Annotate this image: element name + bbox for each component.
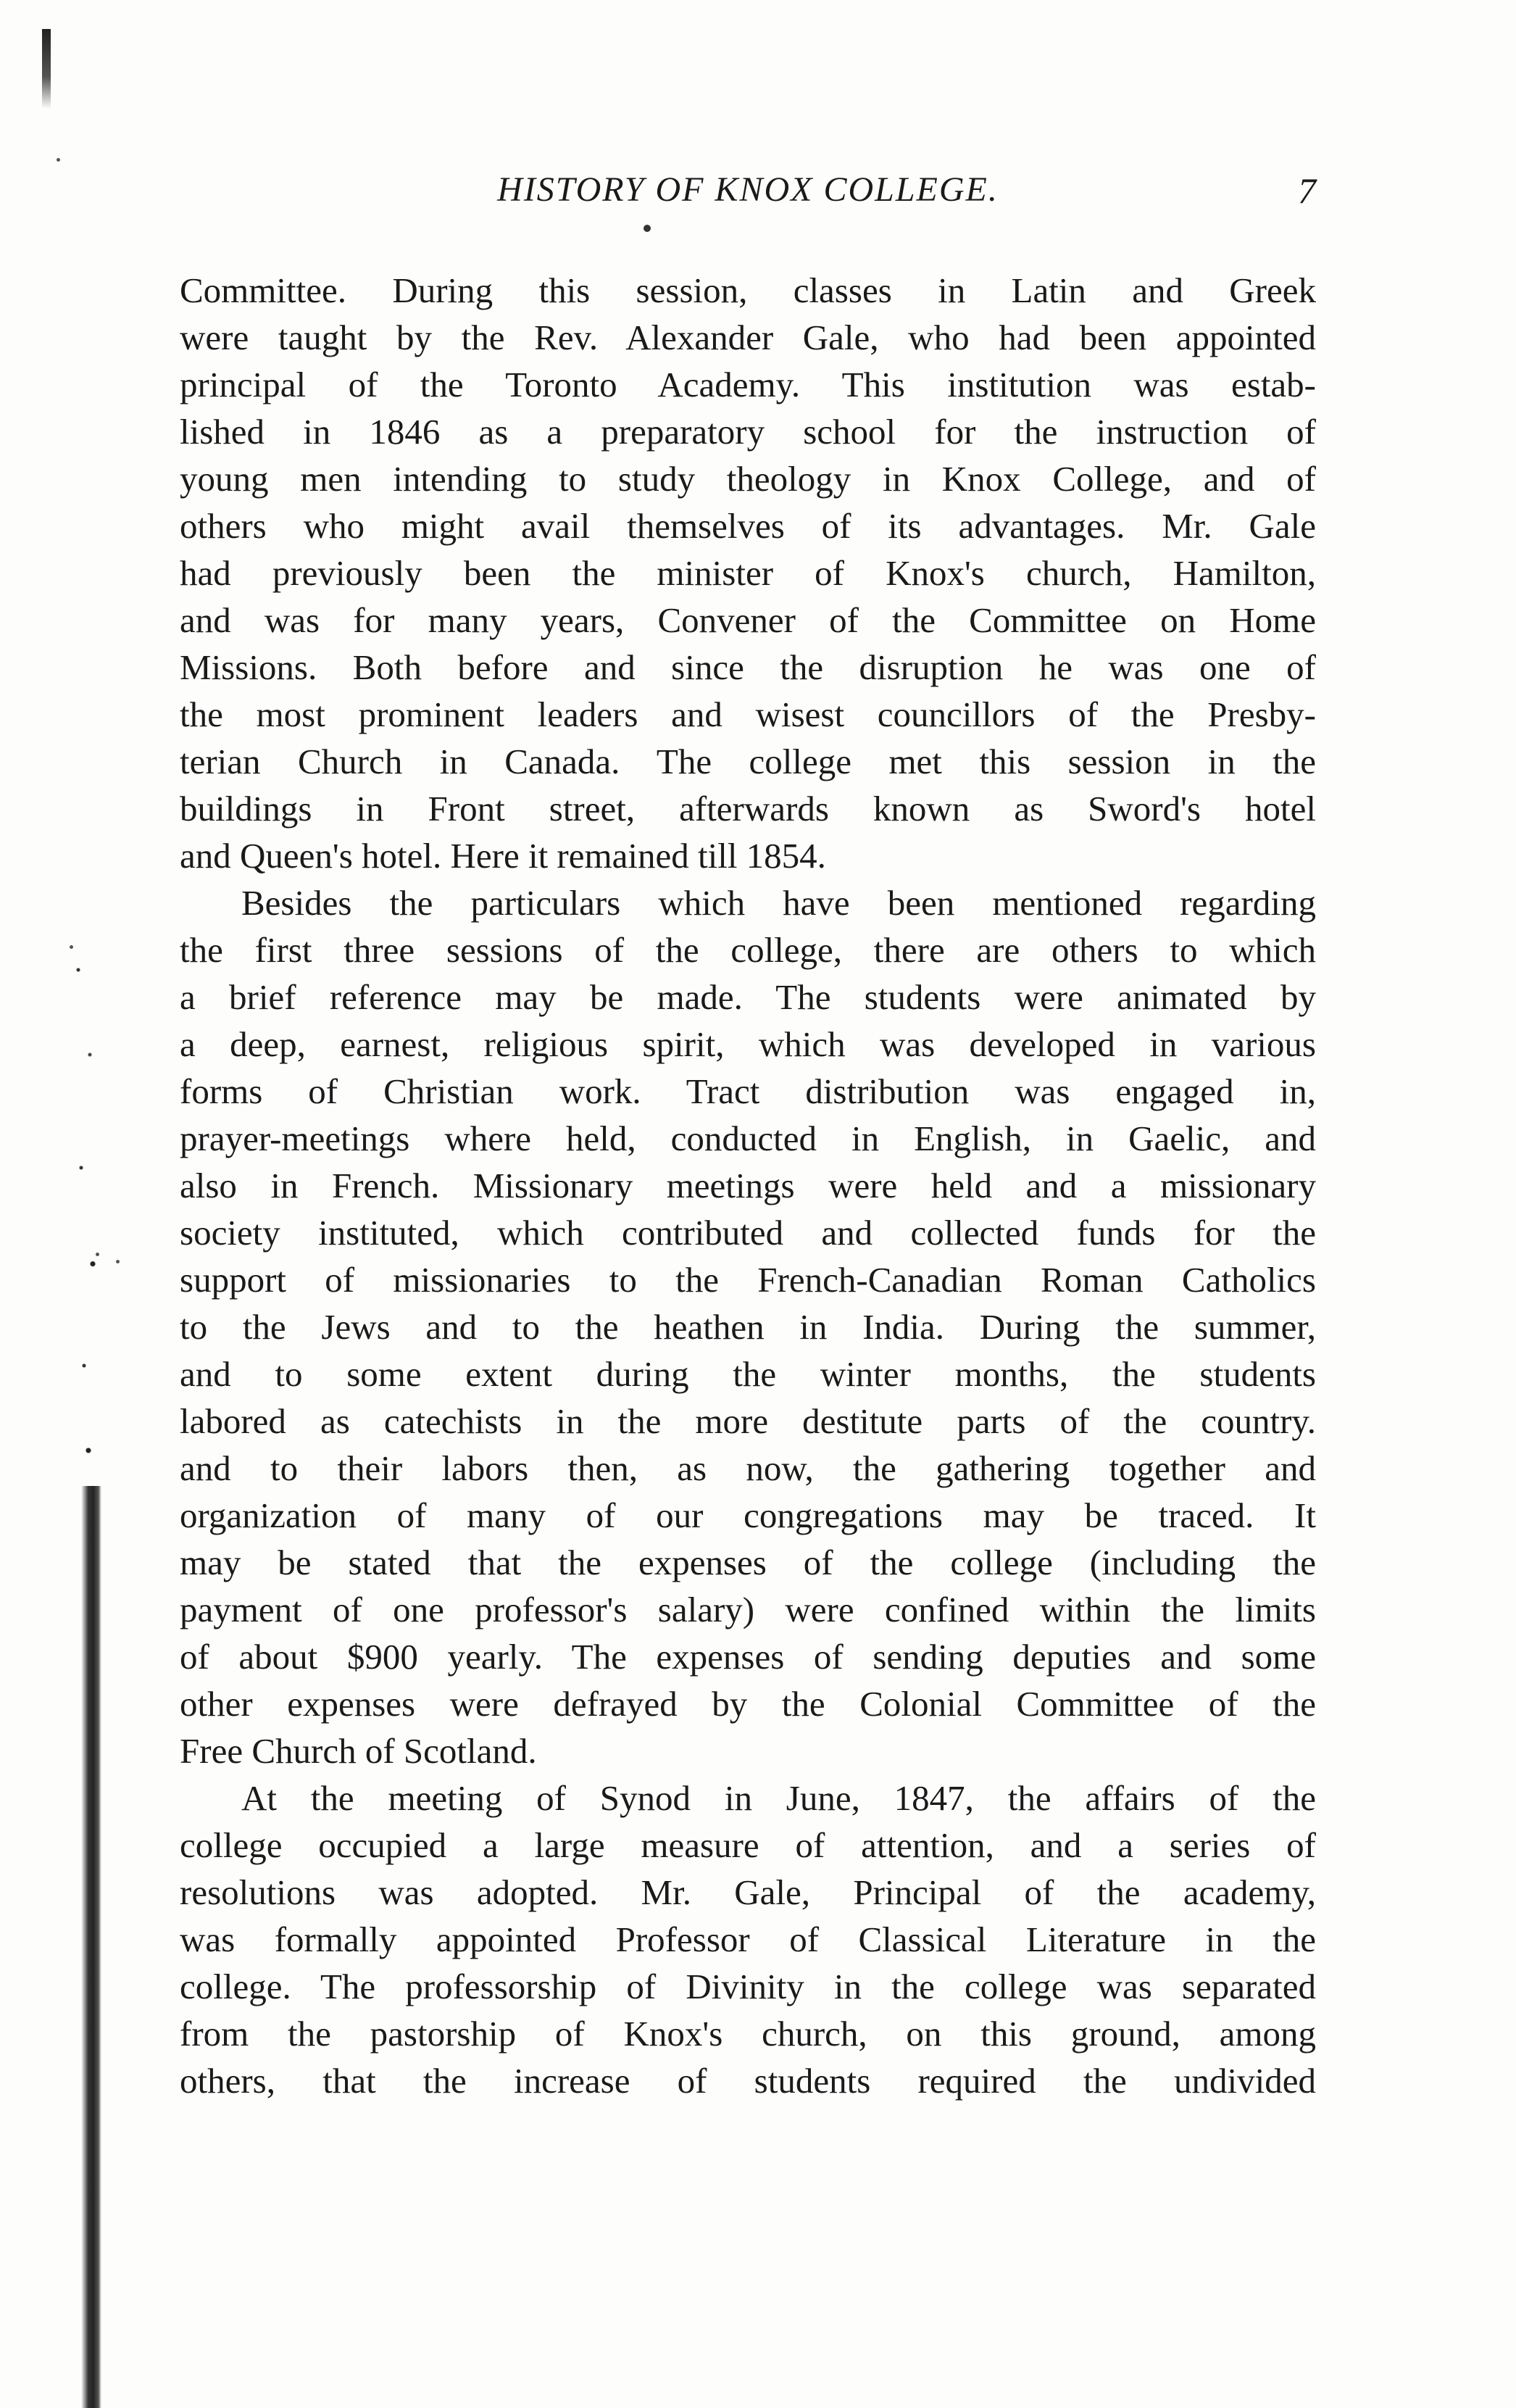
text-line: young men intending to study theology in Knox College, and of (180, 459, 1316, 499)
text-line: Committee. During this session, classes in Latin and Greek (180, 270, 1316, 310)
text-line: society instituted, which contributed and collected funds for the (180, 1213, 1316, 1253)
scan-speck (96, 1253, 99, 1256)
text-line: terian Church in Canada. The college met this session in the (180, 742, 1316, 781)
text-line: of about $900 yearly. The expenses of sending deputies and some (180, 1637, 1316, 1677)
paragraph (180, 879, 1316, 1774)
text-line: others who might avail themselves of its advantages. Mr. Gale (180, 506, 1316, 546)
text-line: organization of many of our congregations may be traced. It (180, 1495, 1316, 1535)
text-line: a deep, earnest, religious spirit, which was developed in various (180, 1024, 1316, 1064)
paragraph (180, 267, 1316, 879)
text-line: support of missionaries to the French-Canadian Roman Catholics (180, 1260, 1316, 1300)
text-line: and to their labors then, as now, the gathering together and (180, 1448, 1316, 1488)
scan-speck (57, 158, 60, 162)
text-line: Besides the particulars which have been mentioned regarding (241, 883, 1316, 923)
paragraph (180, 1774, 1316, 2104)
binding-specks (72, 913, 101, 1479)
text-line: lished in 1846 as a preparatory school for the instruction of (180, 412, 1316, 452)
text-line: and was for many years, Convener of the Committee on Home (180, 600, 1316, 640)
text-line: were taught by the Rev. Alexander Gale, who had been appointed (180, 317, 1316, 357)
text-line: the first three sessions of the college, there are others to which (180, 930, 1316, 970)
text-line: and Queen's hotel. Here it remained till 1854. (180, 836, 826, 876)
scan-speck (116, 1260, 120, 1263)
text-line: and to some extent during the winter months, the students (180, 1354, 1316, 1394)
text-line: a brief reference may be made. The students were animated by (180, 977, 1316, 1017)
text-line: college. The professorship of Divinity in the college was separated (180, 1967, 1316, 2006)
page-header (180, 170, 1316, 228)
text-line: buildings in Front street, afterwards known as Sword's hotel (180, 789, 1316, 829)
text-line: principal of the Toronto Academy. This institution was estab- (180, 365, 1316, 404)
text-line: to the Jews and to the heathen in India. During the summer, (180, 1307, 1316, 1347)
text-line: college occupied a large measure of attention, and a series of (180, 1825, 1316, 1865)
text-line: also in French. Missionary meetings were held and a missionary (180, 1166, 1316, 1205)
text-line: had previously been the minister of Knox's church, Hamilton, (180, 553, 1316, 593)
text-line: from the pastorship of Knox's church, on this ground, among (180, 2014, 1316, 2054)
text-line: other expenses were defrayed by the Colonial Committee of the (180, 1684, 1316, 1724)
text-line: Free Church of Scotland. (180, 1731, 537, 1771)
text-line: was formally appointed Professor of Classical Literature in the (180, 1919, 1316, 1959)
text-line: Missions. Both before and since the disruption he was one of (180, 647, 1316, 687)
text-line: others, that the increase of students required the undivided (180, 2061, 1316, 2101)
text-line: labored as catechists in the more destitute parts of the country. (180, 1401, 1316, 1441)
running-title: HISTORY OF KNOX COLLEGE. (497, 170, 999, 209)
text-line: At the meeting of Synod in June, 1847, the affairs of the (241, 1778, 1316, 1818)
text-line: may be stated that the expenses of the college (including the (180, 1543, 1316, 1582)
text-line: the most prominent leaders and wisest councillors of the Presby- (180, 694, 1316, 734)
text-line: forms of Christian work. Tract distribution was engaged in, (180, 1071, 1316, 1111)
header-dot (644, 225, 651, 232)
text-line: resolutions was adopted. Mr. Gale, Principal of the academy, (180, 1872, 1316, 1912)
scan-speck (70, 945, 73, 949)
scan-edge-mark (42, 29, 51, 109)
text-line: prayer-meetings where held, conducted in English, in Gaelic, and (180, 1118, 1316, 1158)
page-number: 7 (1298, 170, 1316, 211)
text-line: payment of one professor's salary) were confined within the limits (180, 1590, 1316, 1629)
body-text (180, 267, 1316, 2104)
page-binding-edge (81, 1486, 101, 2408)
